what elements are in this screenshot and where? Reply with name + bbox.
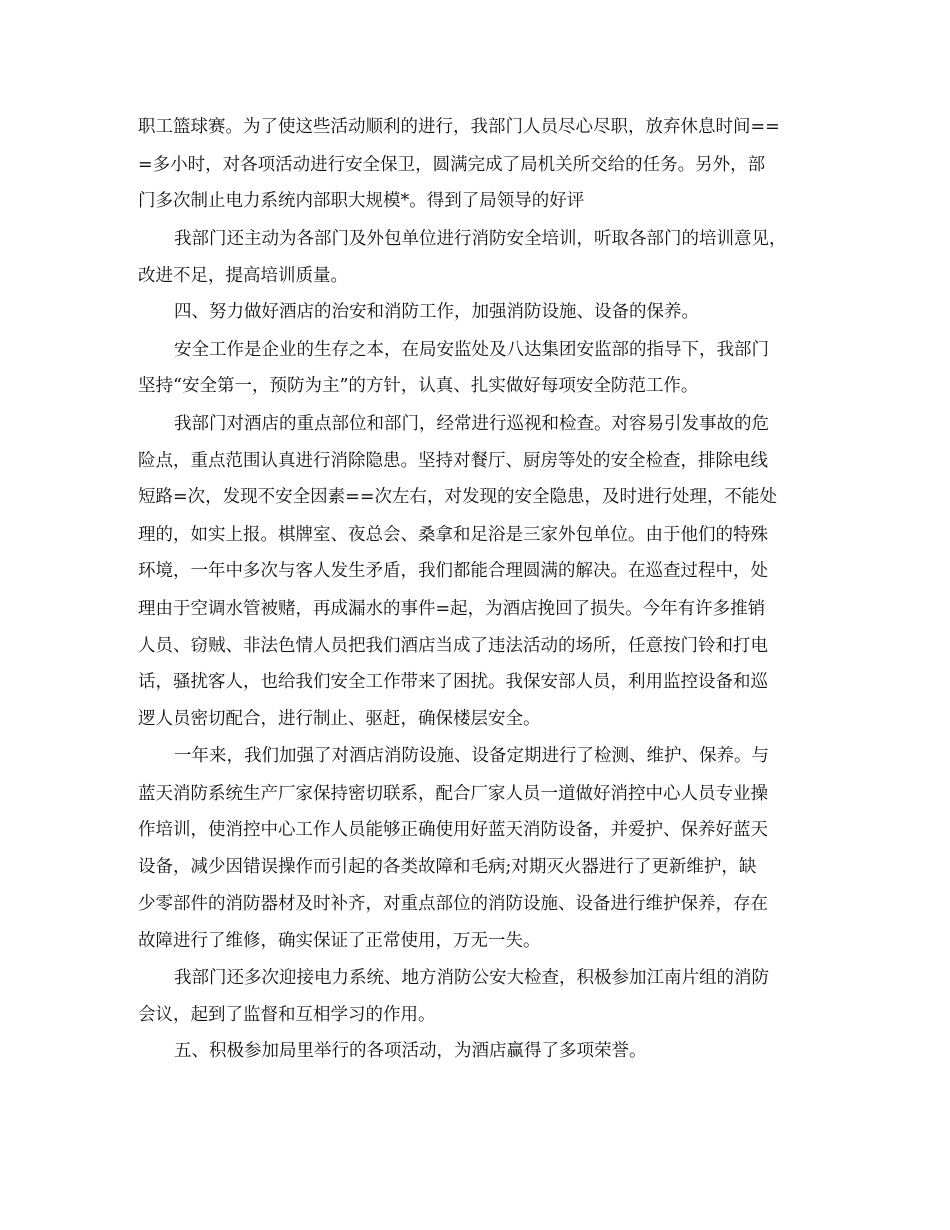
paragraph-start-line: 安全工作是企业的生存之本，在局安监处及八达集团安监部的指导下，我部门 [174, 340, 769, 360]
text-line: 蓝天消防系统生产厂家保持密切联系，配合厂家人员一道做好消控中心人员专业操 [138, 784, 768, 804]
text-line: 逻人员密切配合，进行制止、驱赶，确保楼层安全。 [138, 709, 541, 729]
paragraph-start-line: 我部门还多次迎接电力系统、地方消防公安大检查，积极参加江南片组的消防 [174, 968, 769, 988]
text-line: 作培训，使消控中心工作人员能够正确使用好蓝天消防设备，并爱护、保养好蓝天 [138, 820, 768, 840]
text-line: 人员、窃贼、非法色情人员把我们酒店当成了违法活动的场所，任意按门铃和打电 [138, 636, 768, 656]
section-heading: 五、积极参加局里举行的各项活动，为酒店赢得了多项荣誉。 [174, 1041, 647, 1061]
text-line: 险点，重点范围认真进行消除隐患。坚持对餐厅、厨房等处的安全检查，排除电线 [138, 451, 768, 471]
text-line: 改进不足，提高培训质量。 [138, 266, 348, 286]
text-line: =多小时，对各项活动进行安全保卫，圆满完成了局机关所交给的任务。另外，部 [138, 155, 766, 175]
text-line: 故障进行了维修，确实保证了正常使用，万无一失。 [138, 931, 541, 951]
text-line: 短路=次，发现不安全因素==次左右，对发现的安全隐患，及时进行处理，不能处 [138, 487, 777, 507]
paragraph-start-line: 我部门还主动为各部门及外包单位进行消防安全培训，听取各部门的培训意见， [174, 229, 787, 249]
text-line: 坚持“安全第一，预防为主”的方针，认真、扎实做好每项安全防范工作。 [138, 376, 699, 396]
text-line: 少零部件的消防器材及时补齐，对重点部位的消防设施、设备进行维护保养，存在 [138, 894, 768, 914]
text-line: 会议，起到了监督和互相学习的作用。 [138, 1005, 436, 1025]
text-line: 设备，减少因错误操作而引起的各类故障和毛病;对期灭火器进行了更新维护，缺 [138, 857, 757, 877]
text-line: 环境，一年中多次与客人发生矛盾，我们都能合理圆满的解决。在巡查过程中，处 [138, 561, 768, 581]
section-heading: 四、努力做好酒店的治安和消防工作，加强消防设施、设备的保养。 [174, 302, 699, 322]
text-line: 职工篮球赛。为了使这些活动顺利的进行，我部门人员尽心尽职，放弃休息时间== [138, 117, 780, 137]
paragraph-start-line: 一年来，我们加强了对酒店消防设施、设备定期进行了检测、维护、保养。与 [174, 746, 769, 766]
text-line: 理的，如实上报。棋牌室、夜总会、桑拿和足浴是三家外包单位。由于他们的特殊 [138, 525, 768, 545]
text-line: 门多次制止电力系统内部职大规模*。得到了局领导的好评 [138, 191, 585, 211]
paragraph-start-line: 我部门对酒店的重点部位和部门，经常进行巡视和检查。对容易引发事故的危 [174, 414, 769, 434]
text-line: 理由于空调水管被赌，再成漏水的事件=起，为酒店挽回了损失。今年有许多推销 [138, 599, 766, 619]
text-line: 话，骚扰客人，也给我们安全工作带来了困扰。我保安部人员，利用监控设备和巡 [138, 672, 768, 692]
